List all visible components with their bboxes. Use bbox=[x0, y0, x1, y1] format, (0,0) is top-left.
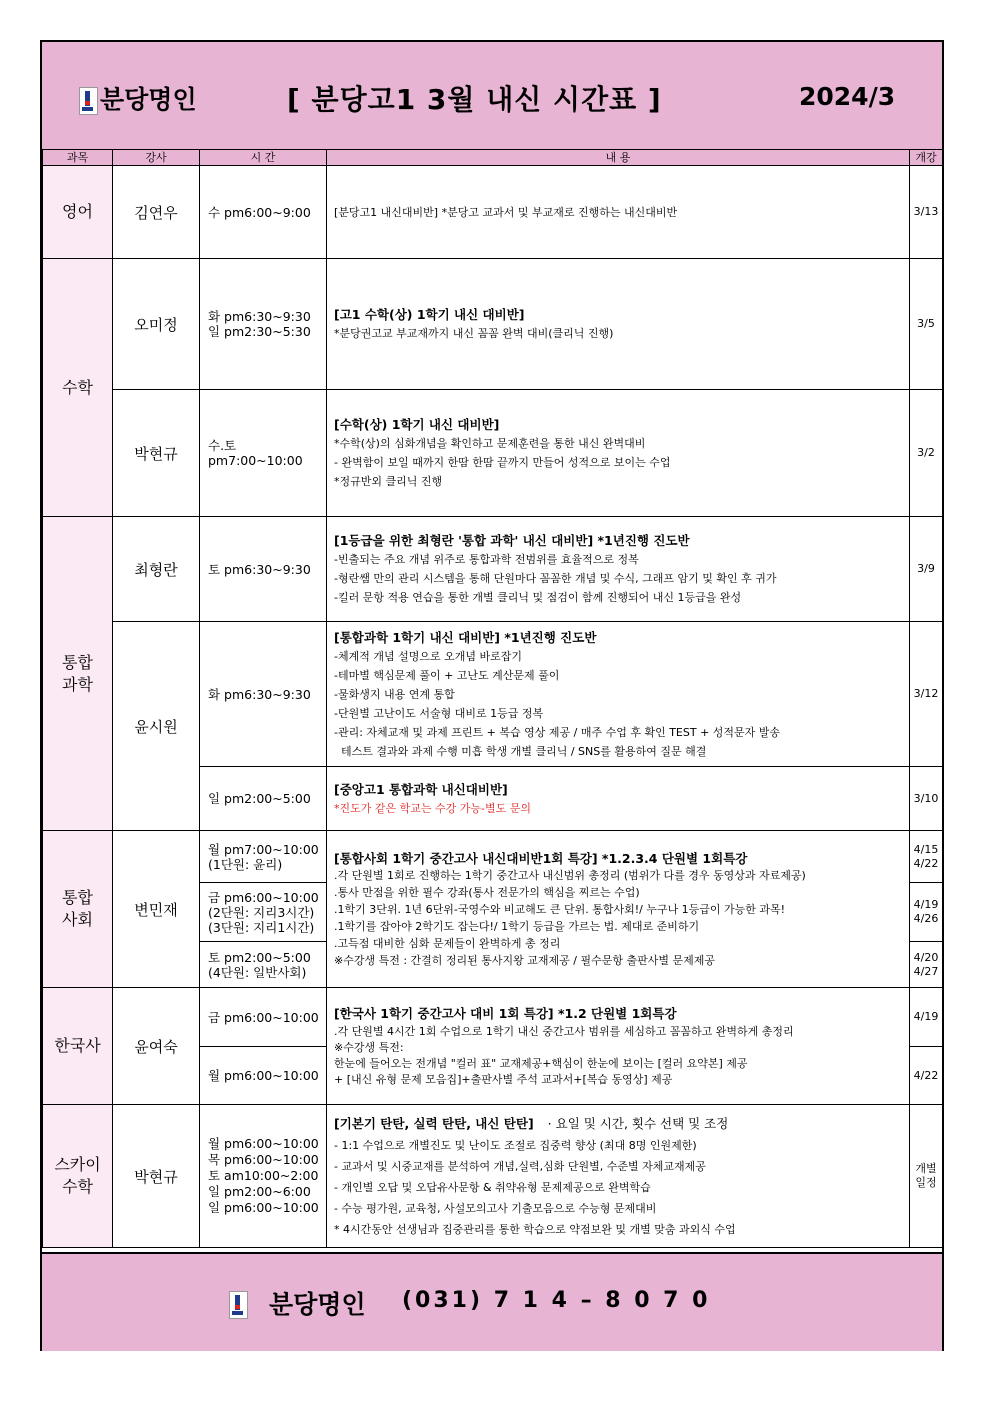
header-banner bbox=[42, 42, 942, 151]
time-line: (1단원: 윤리) bbox=[208, 856, 283, 872]
time-line: 일 pm2:00~6:00 bbox=[208, 1184, 311, 1199]
time-cell bbox=[200, 831, 327, 883]
content-title-row bbox=[334, 1113, 909, 1135]
content-line: .1학기 3단위. 1년 6단위-국영수와 비교해도 큰 단위. 통합사회!/ 누구나 1등급이 가능한 과목! bbox=[334, 902, 786, 916]
open-date: 4/27 bbox=[913, 964, 939, 978]
content-line: .고득점 대비한 심화 문제들이 완벽하게 총 정리 bbox=[334, 936, 561, 950]
table-row bbox=[43, 1105, 943, 1248]
col-header-subject: 과목 bbox=[43, 150, 113, 166]
time-cell bbox=[200, 259, 327, 390]
content-line: -물화생지 내용 연계 통합 bbox=[334, 687, 455, 701]
teacher-cell: 오미정 bbox=[113, 259, 200, 390]
content-title-note: · 요일 및 시간, 횟수 선택 및 조정 bbox=[547, 1115, 729, 1131]
open-date: 개별 bbox=[915, 1162, 937, 1175]
content-title: [1등급을 위한 최형란 '통합 과학' 내신 대비반] *1년진행 진도반 bbox=[334, 533, 690, 548]
content-line: -테마별 핵심문제 풀이 + 고난도 계산문제 풀이 bbox=[334, 668, 560, 682]
teacher-cell: 최형란 bbox=[113, 517, 200, 622]
open-date-cell: 3/12 bbox=[910, 622, 943, 767]
content-cell bbox=[327, 259, 910, 390]
subject-cell bbox=[43, 517, 113, 831]
content-line: - 1:1 수업으로 개별진도 및 난이도 조절로 집중력 향상 (최대 8명 인원제한) bbox=[334, 1138, 697, 1152]
col-header-teacher: 강사 bbox=[113, 150, 200, 166]
time-cell: 수 pm6:00~9:00 bbox=[200, 166, 327, 259]
content-line: *수학(상)의 심화개념을 확인하고 문제훈련을 통한 내신 완벽대비 bbox=[334, 437, 646, 450]
open-date-cell: 4/19 bbox=[910, 988, 943, 1047]
content-cell bbox=[327, 767, 910, 831]
open-date-cell: 4/22 bbox=[910, 1047, 943, 1105]
table-header-row bbox=[43, 150, 943, 166]
time-line: 일 pm6:00~10:00 bbox=[208, 1200, 319, 1215]
content-line: * 4시간동안 선생님과 집중관리를 통한 학습으로 약점보완 및 개별 맞춤 과외식 수업 bbox=[334, 1222, 736, 1236]
table-row bbox=[43, 988, 943, 1047]
subject-cell bbox=[43, 831, 113, 988]
content-line: *분당권고교 부교재까지 내신 꼼꼼 완벽 대비(클리닉 진행) bbox=[334, 327, 614, 340]
content-cell bbox=[327, 166, 910, 259]
content-title: [기본기 탄탄, 실력 탄탄, 내신 탄탄] bbox=[334, 1115, 534, 1131]
subject-line: 통합 bbox=[62, 652, 93, 672]
content-line: ※수강생 특전: bbox=[334, 1041, 404, 1054]
time-cell: 월 pm6:00~10:00 bbox=[200, 1047, 327, 1105]
subject-cell: 한국사 bbox=[43, 988, 113, 1105]
teacher-cell: 윤여숙 bbox=[113, 988, 200, 1105]
content-title: [중앙고1 통합과학 내신대비반] bbox=[334, 781, 508, 797]
col-header-open: 개강 bbox=[910, 150, 943, 166]
header-brand: 분당명인 bbox=[100, 85, 197, 114]
subject-line: 통합 bbox=[62, 888, 93, 907]
time-cell bbox=[200, 883, 327, 942]
footer-banner bbox=[42, 1252, 942, 1351]
content-cell bbox=[327, 517, 910, 622]
content-line: -단원별 고난이도 서술형 대비로 1등급 정복 bbox=[334, 706, 544, 720]
open-date: 4/26 bbox=[913, 912, 939, 925]
teacher-cell: 박현규 bbox=[113, 1105, 200, 1248]
time-cell: 일 pm2:00~5:00 bbox=[200, 767, 327, 831]
content-title: [한국사 1학기 중간고사 대비 1회 특강] *1.2 단원별 1회특강 bbox=[334, 1006, 677, 1021]
open-date-cell bbox=[910, 1105, 943, 1248]
time-line: pm7:00~10:00 bbox=[208, 453, 303, 468]
content-line: 테스트 결과와 과제 수행 미흡 학생 개별 클리닉 / SNS를 활용하여 질문 해결 bbox=[334, 744, 707, 758]
footer-brand: 분당명인 bbox=[269, 1290, 366, 1319]
content-note: *진도가 같은 학교는 수강 가능-별도 문의 bbox=[334, 801, 531, 815]
open-date-cell: 3/9 bbox=[910, 517, 943, 622]
content-line: .각 단원별 1회로 진행하는 1학기 중간고사 내신범위 총정리 (범위가 다를 경우 동영상과 자료제공) bbox=[334, 868, 806, 882]
time-line: 금 pm6:00~10:00 bbox=[208, 889, 319, 905]
content-cell bbox=[327, 622, 910, 767]
open-date-cell bbox=[910, 883, 943, 942]
subject-line: 수학 bbox=[62, 1177, 93, 1196]
subject-line: 스카이 bbox=[54, 1155, 101, 1174]
table-row bbox=[43, 517, 943, 622]
header-date: 2024/3 bbox=[799, 82, 896, 111]
teacher-cell: 변민재 bbox=[113, 831, 200, 988]
content-cell bbox=[327, 831, 910, 988]
content-cell bbox=[327, 988, 910, 1105]
teacher-cell: 박현규 bbox=[113, 390, 200, 517]
footer-phone: (031) 7 1 4 – 8 0 7 0 bbox=[402, 1288, 711, 1313]
table-row bbox=[43, 390, 943, 517]
table-row bbox=[43, 831, 943, 883]
time-line: 일 pm2:30~5:30 bbox=[208, 324, 311, 339]
time-line: 월 pm6:00~10:00 bbox=[208, 1136, 319, 1151]
content-title: [통합사회 1학기 중간고사 내신대비반1회 특강] *1.2.3.4 단원별 1회특강 bbox=[334, 850, 748, 866]
content-line: + [내신 유형 문제 모음집]+출판사별 주석 교과서+[복습 동영상] 제공 bbox=[334, 1073, 673, 1086]
time-line: 토 am10:00~2:00 bbox=[208, 1168, 319, 1183]
content-cell bbox=[327, 390, 910, 517]
content-line: - 수능 평가원, 교육청, 사설모의고사 기출모음으로 수능형 문제대비 bbox=[334, 1201, 657, 1215]
open-date-cell bbox=[910, 831, 943, 883]
content-title: [고1 수학(상) 1학기 내신 대비반] bbox=[334, 307, 525, 322]
time-line: (2단원: 지리3시간) bbox=[208, 904, 315, 920]
open-date-cell: 3/10 bbox=[910, 767, 943, 831]
content-line: *정규반외 클리닉 진행 bbox=[334, 475, 443, 488]
col-header-time: 시 간 bbox=[200, 150, 327, 166]
time-line: (3단원: 지리1시간) bbox=[208, 919, 315, 935]
subject-cell: 영어 bbox=[43, 166, 113, 259]
content-line: - 개인별 오답 및 오답유사문항 & 취약유형 문제제공으로 완벽학습 bbox=[334, 1180, 651, 1194]
academy-logo-icon bbox=[229, 1291, 248, 1319]
open-date: 4/19 bbox=[913, 898, 939, 911]
content-line: - 교과서 및 시중교재를 분석하여 개념,실력,심화 단원별, 수준별 자체교재제공 bbox=[334, 1159, 706, 1173]
academy-logo-icon bbox=[79, 87, 98, 115]
teacher-cell: 김연우 bbox=[113, 166, 200, 259]
time-cell bbox=[200, 1105, 327, 1248]
table-row bbox=[43, 259, 943, 390]
subject-line: 과학 bbox=[62, 674, 93, 694]
time-cell: 토 pm6:30~9:30 bbox=[200, 517, 327, 622]
content-line: 한눈에 들어오는 전개념 "컬러 표" 교재제공+핵심이 한눈에 보이는 [컬러 요약본] 제공 bbox=[334, 1057, 748, 1070]
page-title: [ 분당고1 3월 내신 시간표 ] bbox=[287, 83, 662, 116]
teacher-cell: 윤시원 bbox=[113, 622, 200, 831]
content-line: .통사 만점을 위한 필수 강좌(통사 전문가의 핵심을 찌르는 수업) bbox=[334, 885, 640, 899]
table-row bbox=[43, 622, 943, 767]
time-cell bbox=[200, 390, 327, 517]
content-line: -형란쌤 만의 관리 시스템을 통해 단원마다 꼼꼼한 개념 및 수식, 그래프 암기 및 확인 후 귀가 bbox=[334, 572, 777, 585]
content-line: -킬러 문항 적용 연습을 통한 개별 클리닉 및 점검이 함께 진행되어 내신 1등급을 완성 bbox=[334, 591, 742, 604]
content-line: -빈출되는 주요 개념 위주로 통합과학 전범위를 효율적으로 정복 bbox=[334, 553, 639, 566]
open-date-cell: 3/13 bbox=[910, 166, 943, 259]
schedule-table bbox=[42, 149, 943, 1248]
content-line: -체계적 개념 설명으로 오개념 바로잡기 bbox=[334, 649, 522, 663]
time-line: 수.토 bbox=[208, 438, 237, 453]
content-cell bbox=[327, 1105, 910, 1248]
open-date-cell bbox=[910, 942, 943, 988]
open-date: 4/20 bbox=[913, 950, 939, 964]
subject-line: 사회 bbox=[62, 910, 93, 929]
time-line: 토 pm2:00~5:00 bbox=[208, 949, 311, 965]
content-line: [분당고1 내신대비반] *분당고 교과서 및 부교재로 진행하는 내신대비반 bbox=[334, 205, 678, 219]
col-header-content: 내 용 bbox=[327, 150, 910, 166]
time-line: (4단원: 일반사회) bbox=[208, 964, 307, 980]
open-date-cell: 3/2 bbox=[910, 390, 943, 517]
open-date: 4/15 bbox=[913, 842, 939, 856]
subject-cell: 수학 bbox=[43, 259, 113, 517]
time-cell: 화 pm6:30~9:30 bbox=[200, 622, 327, 767]
time-cell bbox=[200, 942, 327, 988]
table-row bbox=[43, 166, 943, 259]
time-cell: 금 pm6:00~10:00 bbox=[200, 988, 327, 1047]
time-line: 화 pm6:30~9:30 bbox=[208, 309, 311, 324]
content-line: ※수강생 특전 : 간결히 정리된 통사지왕 교재제공 / 필수문항 출판사별 문제제공 bbox=[334, 953, 715, 967]
open-date: 일정 bbox=[915, 1176, 937, 1189]
subject-cell bbox=[43, 1105, 113, 1248]
content-line: -관리: 자체교재 및 과제 프린트 + 복습 영상 제공 / 매주 수업 후 확인 TEST + 성적문자 발송 bbox=[334, 725, 781, 739]
content-title: [통합과학 1학기 내신 대비반] *1년진행 진도반 bbox=[334, 629, 597, 645]
content-title: [수학(상) 1학기 내신 대비반] bbox=[334, 417, 500, 432]
time-line: 월 pm7:00~10:00 bbox=[208, 841, 319, 857]
content-line: - 완벽함이 보일 때까지 한땀 한땀 끝까지 만들어 성적으로 보이는 수업 bbox=[334, 456, 671, 469]
open-date: 4/22 bbox=[913, 856, 939, 870]
content-line: .각 단원별 4시간 1회 수업으로 1학기 내신 중간고사 범위를 세심하고 꼼꼼하고 완벽하게 총정리 bbox=[334, 1025, 794, 1038]
open-date-cell: 3/5 bbox=[910, 259, 943, 390]
content-line: .1학기를 잡아야 2학기도 잡는다!/ 1학기 등급을 가르는 법. 제대로 준비하기 bbox=[334, 919, 700, 933]
timetable-frame bbox=[40, 40, 944, 1351]
time-line: 목 pm6:00~10:00 bbox=[208, 1152, 319, 1167]
